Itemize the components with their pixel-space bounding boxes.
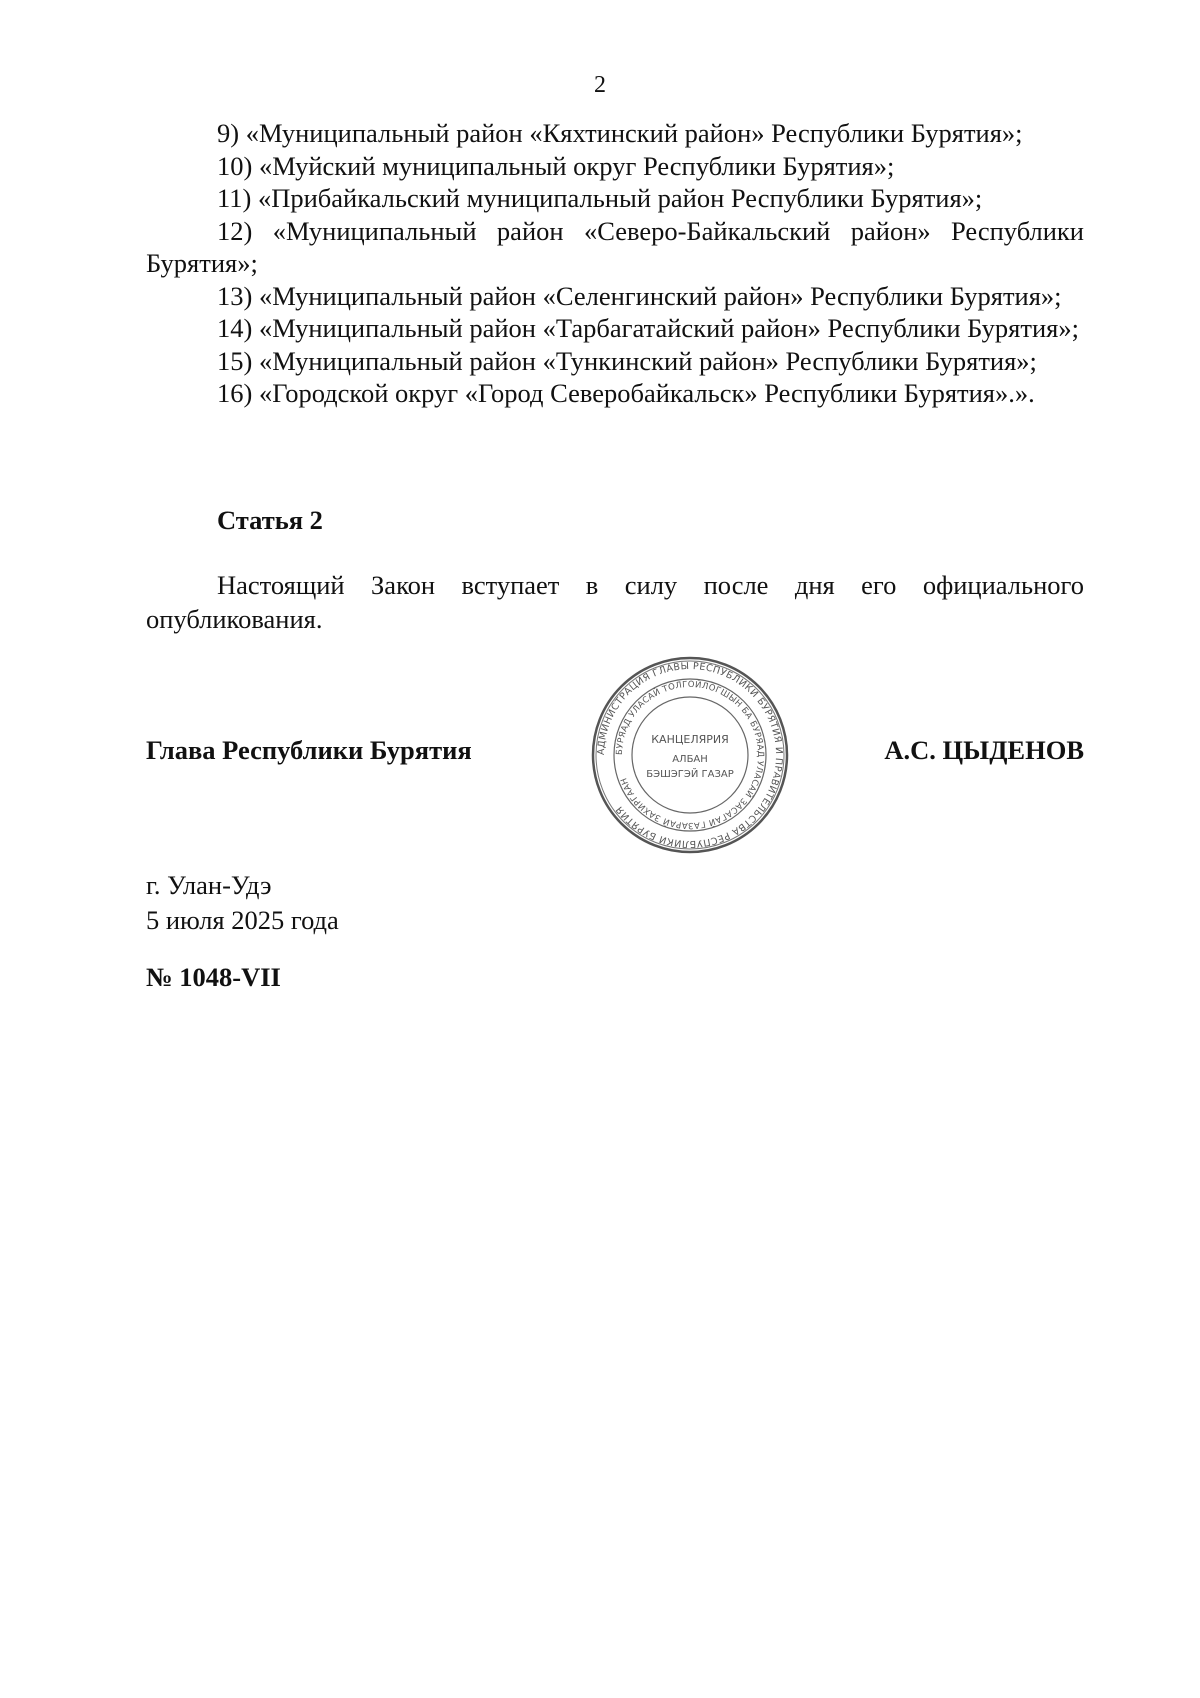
signing-place: г. Улан-Удэ — [146, 870, 272, 900]
seal-center-line-1: КАНЦЕЛЯРИЯ — [651, 733, 729, 746]
list-item: 12) «Муниципальный район «Северо-Байкальский район» Республики Бурятия»; — [146, 215, 1084, 278]
seal-inner-ring-text: БУРЯАД УЛАСАЙ ТОЛГОЙЛОГШЫН БА БУРЯАД УЛАСАЙ ЗАСАГАЙ ГАЗАРАЙ ЗАХИРГААН — [614, 679, 766, 831]
list-item: 15) «Муниципальный район «Тункинский район» Республики Бурятия»; — [217, 345, 1037, 376]
article-text: Настоящий Закон вступает в силу после дня его официального опубликования. — [146, 570, 1084, 634]
list-item: 10) «Муйский муниципальный округ Республики Бурятия»; — [217, 150, 895, 181]
page-number: 2 — [594, 72, 606, 98]
list-item: 13) «Муниципальный район «Селенгинский район» Республики Бурятия»; — [217, 280, 1062, 311]
list-item: 11) «Прибайкальский муниципальный район Республики Бурятия»; — [217, 183, 983, 213]
document-number: № 1048-VII — [146, 962, 281, 992]
list-item: 14) «Муниципальный район «Тарбагатайский район» Республики Бурятия»; — [217, 313, 1079, 343]
official-seal — [590, 655, 790, 855]
signatory-position: Глава Республики Бурятия — [146, 735, 472, 765]
list-item: 9) «Муниципальный район «Кяхтинский район» Республики Бурятия»; — [217, 118, 1023, 148]
seal-center-line-3: БЭШЭГЭЙ ГАЗАР — [646, 769, 734, 780]
signing-date: 5 июля 2025 года — [146, 905, 339, 935]
municipality-list — [146, 117, 1084, 410]
article-body — [146, 568, 1084, 636]
seal-center-line-2: АЛБАН — [672, 754, 708, 765]
signatory-name: А.С. ЦЫДЕНОВ — [884, 735, 1084, 765]
seal-outer-ring-text: АДМИНИСТРАЦИЯ ГЛАВЫ РЕСПУБЛИКИ БУРЯТИЯ И ПРАВИТЕЛЬСТВА РЕСПУБЛИКИ БУРЯТИЯ — [595, 660, 785, 850]
list-item: 16) «Городской округ «Город Северобайкальск» Республики Бурятия».». — [217, 378, 1035, 408]
article-heading: Статья 2 — [217, 505, 323, 535]
place-and-date — [146, 868, 339, 938]
